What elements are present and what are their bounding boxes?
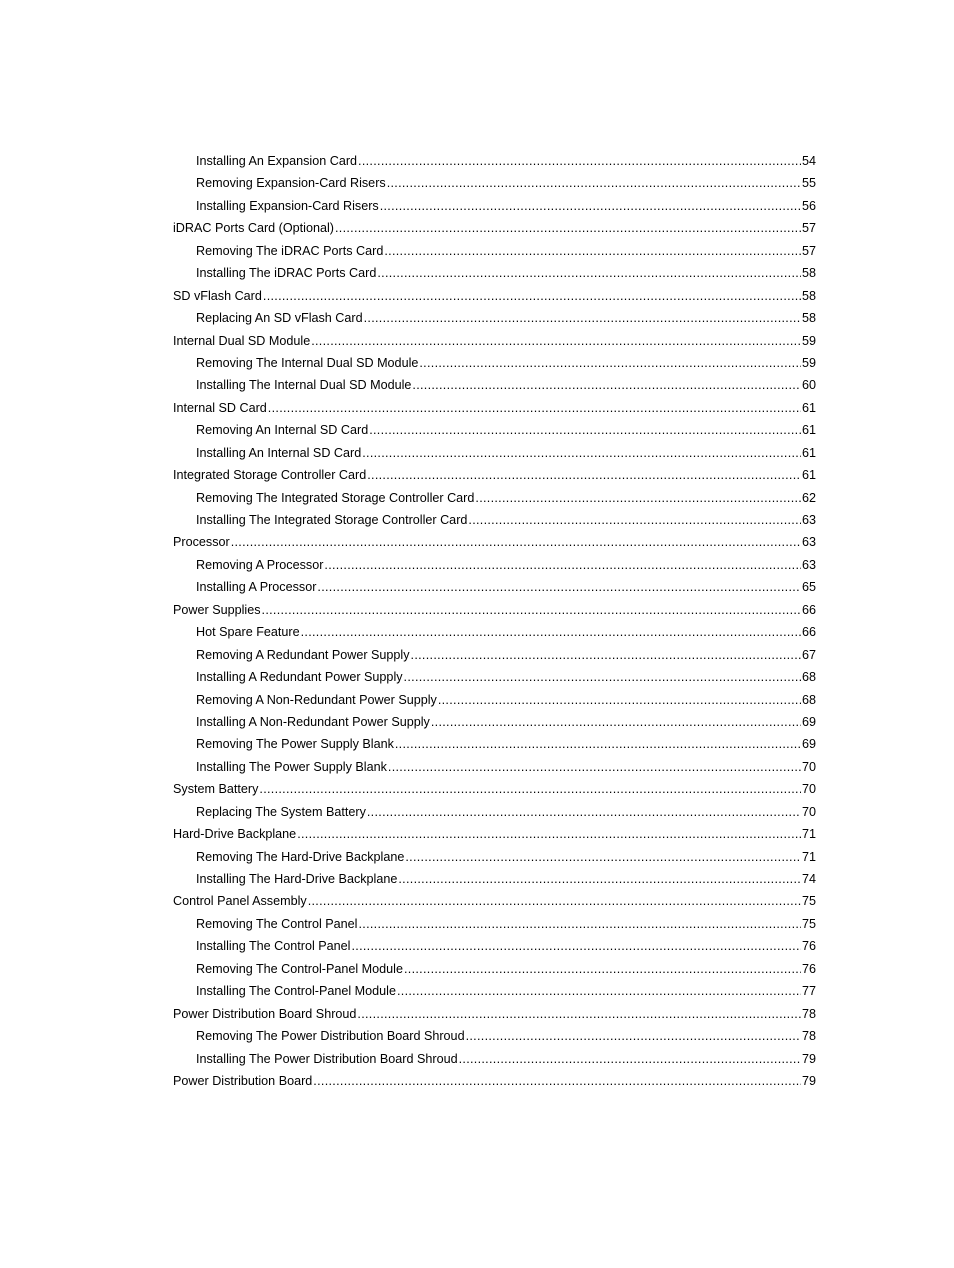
toc-dot-leader [263, 285, 801, 307]
toc-page-number: 75 [801, 894, 816, 909]
toc-entry[interactable] [173, 621, 816, 643]
toc-page-number: 55 [801, 176, 816, 191]
toc-dot-leader [335, 217, 801, 239]
toc-page-number: 74 [801, 872, 816, 886]
toc-page-number: 61 [801, 423, 816, 438]
toc-entry-title: Control Panel Assembly [173, 894, 307, 909]
toc-dot-leader [317, 576, 801, 598]
toc-dot-leader [388, 756, 801, 778]
toc-page-number: 68 [801, 692, 816, 707]
toc-entry[interactable] [173, 195, 816, 217]
toc-entry[interactable] [173, 576, 816, 598]
toc-entry[interactable] [173, 172, 816, 194]
toc-entry-title: Removing An Internal SD Card [196, 423, 369, 438]
toc-entry[interactable] [173, 217, 816, 239]
toc-page-number: 58 [801, 311, 816, 326]
toc-page-number: 56 [801, 198, 816, 213]
toc-entry-title: Replacing An SD vFlash Card [196, 311, 363, 326]
toc-page-number: 76 [801, 961, 816, 976]
toc-dot-leader [311, 330, 801, 352]
toc-dot-leader [268, 397, 801, 419]
toc-page-number: 77 [801, 984, 816, 999]
toc-dot-leader [398, 868, 801, 890]
toc-entry[interactable] [173, 980, 816, 1002]
toc-entry-title: Removing The Power Supply Blank [196, 737, 394, 752]
toc-entry[interactable] [173, 509, 816, 531]
toc-dot-leader [419, 352, 801, 374]
toc-entry-title: Removing A Non-Redundant Power Supply [196, 692, 437, 707]
toc-entry[interactable] [173, 374, 816, 396]
toc-entry[interactable] [173, 689, 816, 711]
toc-dot-leader [362, 442, 801, 464]
toc-entry[interactable] [173, 285, 816, 307]
toc-entry-title: Installing An Internal SD Card [196, 445, 362, 460]
toc-entry-title: SD vFlash Card [173, 288, 262, 303]
toc-entry-title: Power Distribution Board [173, 1073, 313, 1088]
toc-dot-leader [377, 262, 801, 284]
toc-entry-title: Installing A Non-Redundant Power Supply [196, 714, 430, 729]
toc-entry-title: Installing The Control Panel [196, 939, 351, 954]
toc-entry[interactable] [173, 397, 816, 419]
toc-page-number: 71 [801, 849, 816, 864]
toc-page-number: 75 [801, 916, 816, 931]
toc-entry[interactable] [173, 531, 816, 553]
toc-page-number: 69 [801, 714, 816, 729]
toc-entry[interactable] [173, 711, 816, 733]
toc-entry-title: Removing The Control-Panel Module [196, 961, 403, 976]
toc-page-number: 63 [801, 557, 816, 572]
toc-entry[interactable] [173, 554, 816, 576]
toc-entry-title: Internal SD Card [173, 400, 267, 415]
toc-dot-leader [351, 935, 801, 957]
toc-page-number: 62 [801, 490, 816, 505]
toc-entry[interactable] [173, 599, 816, 621]
toc-entry[interactable] [173, 442, 816, 464]
toc-entry-title: Installing The Power Distribution Board Shroud [196, 1051, 458, 1066]
toc-entry[interactable] [173, 240, 816, 262]
toc-entry[interactable] [173, 778, 816, 800]
toc-entry[interactable] [173, 913, 816, 935]
toc-dot-leader [384, 240, 801, 262]
toc-entry-title: Installing The Internal Dual SD Module [196, 378, 412, 393]
toc-entry-title: Hot Spare Feature [196, 625, 300, 640]
toc-entry-title: Removing A Redundant Power Supply [196, 647, 410, 662]
toc-dot-leader [387, 172, 801, 194]
toc-dot-leader [358, 913, 801, 935]
toc-entry-title: Removing The Power Distribution Board Shroud [196, 1029, 465, 1044]
toc-entry-title: Removing Expansion-Card Risers [196, 176, 386, 191]
toc-dot-leader [475, 487, 801, 509]
toc-entry-title: Power Distribution Board Shroud [173, 1006, 357, 1021]
toc-entry-title: Replacing The System Battery [196, 804, 366, 819]
toc-dot-leader [308, 890, 801, 912]
toc-entry[interactable] [173, 352, 816, 374]
toc-entry[interactable] [173, 666, 816, 688]
toc-page-number: 79 [801, 1051, 816, 1066]
toc-entry-title: Removing The Internal Dual SD Module [196, 355, 419, 370]
toc-page-number: 57 [801, 243, 816, 258]
toc-dot-leader [404, 958, 801, 980]
toc-entry[interactable] [173, 733, 816, 755]
toc-page-number: 61 [801, 400, 816, 415]
toc-dot-leader [468, 509, 801, 531]
toc-dot-leader [262, 599, 801, 621]
toc-page-number: 58 [801, 288, 816, 303]
toc-entry[interactable] [173, 1003, 816, 1025]
toc-dot-leader [397, 980, 801, 1002]
toc-entry[interactable] [173, 487, 816, 509]
toc-dot-leader [297, 823, 801, 845]
toc-entry[interactable] [173, 307, 816, 329]
toc-page-number: 70 [801, 759, 816, 774]
toc-dot-leader [438, 689, 801, 711]
toc-page-number: 66 [801, 625, 816, 640]
toc-page-number: 69 [801, 737, 816, 752]
toc-entry-title: Hard-Drive Backplane [173, 827, 297, 842]
toc-dot-leader [313, 1070, 801, 1092]
toc-entry[interactable] [173, 1070, 816, 1092]
toc-entry[interactable] [173, 464, 816, 486]
toc-entry[interactable] [173, 150, 816, 172]
toc-dot-leader [357, 1003, 801, 1025]
toc-page-number: 71 [801, 827, 816, 842]
toc-page-number: 60 [801, 378, 816, 393]
toc-dot-leader [405, 846, 801, 868]
toc-dot-leader [431, 711, 801, 733]
toc-dot-leader [411, 644, 801, 666]
toc-page-number: 70 [801, 804, 816, 819]
toc-dot-leader [404, 666, 801, 688]
toc-dot-leader [301, 621, 801, 643]
toc-page-number: 58 [801, 266, 816, 281]
toc-page-number: 54 [801, 154, 816, 168]
toc-entry-title: Removing The Control Panel [196, 916, 358, 931]
toc-entry-title: Integrated Storage Controller Card [173, 468, 367, 483]
table-of-contents [173, 150, 816, 1092]
toc-entry-title: Processor [173, 535, 230, 550]
toc-dot-leader [466, 1025, 801, 1047]
toc-entry[interactable] [173, 935, 816, 957]
toc-entry-title: Removing The Hard-Drive Backplane [196, 849, 405, 864]
toc-dot-leader [367, 801, 801, 823]
toc-page-number: 68 [801, 670, 816, 685]
toc-page-number: 66 [801, 602, 816, 617]
toc-entry-title: iDRAC Ports Card (Optional) [173, 221, 334, 236]
toc-dot-leader [459, 1048, 801, 1070]
toc-entry-title: Removing The Integrated Storage Controller Card [196, 490, 475, 505]
toc-dot-leader [358, 150, 801, 172]
toc-entry-title: Installing A Processor [196, 580, 317, 595]
toc-entry-title: Installing The Integrated Storage Controller Card [196, 513, 468, 527]
toc-entry[interactable] [173, 756, 816, 778]
toc-entry-title: Power Supplies [173, 602, 261, 617]
toc-page-number: 61 [801, 468, 816, 483]
toc-entry[interactable] [173, 1025, 816, 1047]
toc-entry-title: Installing Expansion-Card Risers [196, 198, 379, 213]
toc-entry-title: Removing A Processor [196, 557, 324, 572]
toc-entry[interactable] [173, 262, 816, 284]
toc-entry-title: Installing The iDRAC Ports Card [196, 266, 377, 281]
toc-entry[interactable] [173, 868, 816, 890]
toc-page-number: 78 [801, 1029, 816, 1044]
toc-page-number: 78 [801, 1006, 816, 1021]
toc-entry[interactable] [173, 890, 816, 912]
toc-page-number: 63 [801, 513, 816, 527]
toc-entry[interactable] [173, 644, 816, 666]
toc-dot-leader [324, 554, 801, 576]
toc-entry-title: Installing The Control-Panel Module [196, 984, 396, 999]
toc-dot-leader [395, 733, 801, 755]
toc-dot-leader [412, 374, 801, 396]
toc-entry-title: System Battery [173, 782, 259, 797]
toc-entry[interactable] [173, 419, 816, 441]
toc-entry[interactable] [173, 330, 816, 352]
toc-entry[interactable] [173, 1048, 816, 1070]
toc-entry-title: Installing The Hard-Drive Backplane [196, 872, 398, 886]
toc-entry-title: Removing The iDRAC Ports Card [196, 243, 384, 258]
toc-entry[interactable] [173, 801, 816, 823]
toc-entry-title: Internal Dual SD Module [173, 333, 311, 348]
toc-dot-leader [259, 778, 801, 800]
toc-page-number: 57 [801, 221, 816, 236]
toc-dot-leader [380, 195, 801, 217]
toc-entry-title: Installing The Power Supply Blank [196, 759, 387, 774]
toc-entry[interactable] [173, 846, 816, 868]
toc-page-number: 63 [801, 535, 816, 550]
toc-page-number: 61 [801, 445, 816, 460]
toc-dot-leader [231, 531, 801, 553]
toc-entry[interactable] [173, 823, 816, 845]
toc-dot-leader [369, 419, 801, 441]
toc-page-number: 59 [801, 355, 816, 370]
toc-page-number: 79 [801, 1073, 816, 1088]
toc-entry-title: Installing An Expansion Card [196, 154, 358, 168]
toc-entry[interactable] [173, 958, 816, 980]
toc-entry-title: Installing A Redundant Power Supply [196, 670, 403, 685]
toc-page-number: 65 [801, 580, 816, 595]
toc-page-number: 67 [801, 647, 816, 662]
toc-page-number: 59 [801, 333, 816, 348]
toc-dot-leader [364, 307, 801, 329]
toc-page-number: 70 [801, 782, 816, 797]
toc-page-number: 76 [801, 939, 816, 954]
toc-dot-leader [367, 464, 801, 486]
